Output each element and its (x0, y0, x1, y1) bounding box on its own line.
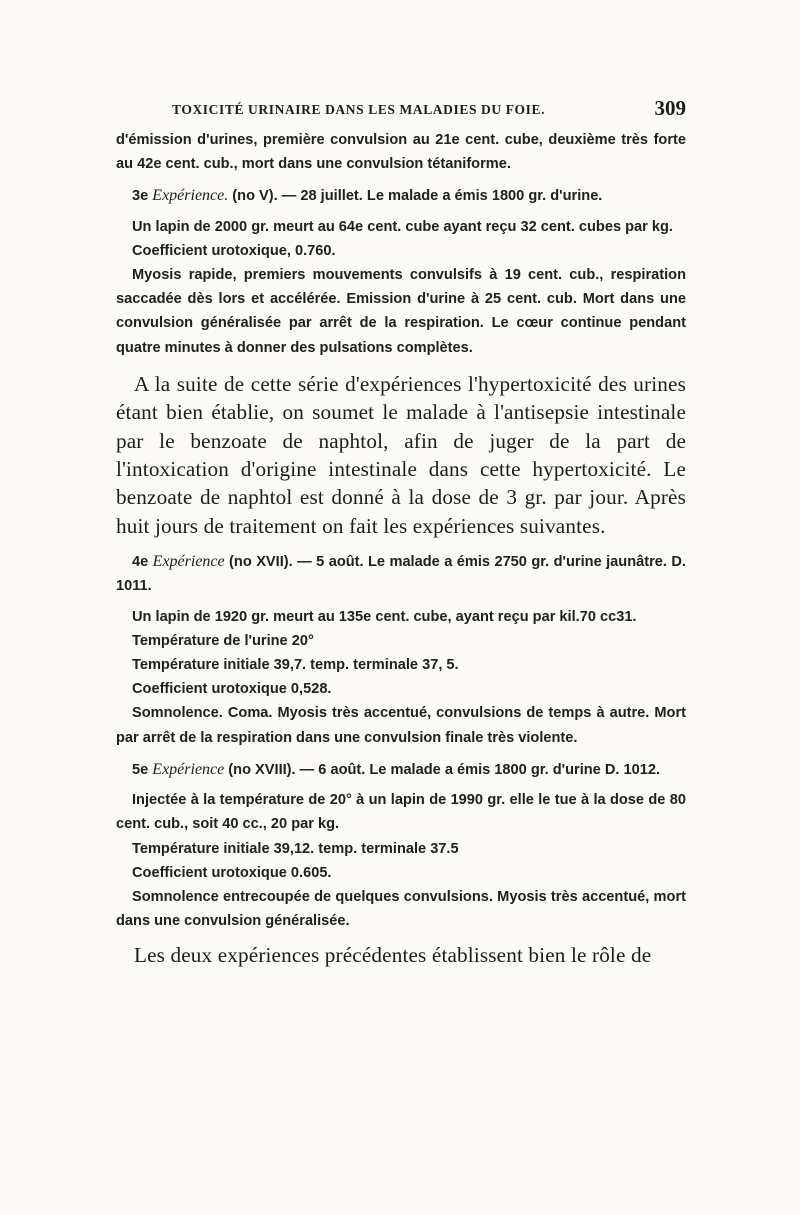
experiment-title: Expérience (152, 553, 225, 571)
experiment-details: (no XVII). — 5 août. Le malade a émis 2750 gr. d'urine jaunâtre. D. 1011. (116, 554, 686, 595)
paragraph-observations: Myosis rapide, premiers mouvements convulsifs à 19 cent. cub., respiration saccadée dès lors et accélérée. Emission d'urine à 25 cent. cub. Mort dans une convulsion généralisée par arrêt de la respiration. Le cœur continue pendant quatre minutes à donner des pulsations complètes. (116, 267, 686, 356)
experiment-details: (no V). — 28 juillet. Le malade a émis 1800 gr. d'urine. (228, 188, 603, 205)
experiment-number: 4e (132, 554, 153, 571)
experiment-details: (no XVIII). — 6 août. Le malade a émis 1800 gr. d'urine D. 1012. (224, 761, 661, 778)
paragraph-urine-temperature: Température de l'urine 20° (132, 632, 314, 649)
paragraph-temperatures: Température initiale 39,12. temp. terminale 37.5 (132, 840, 459, 857)
paragraph-injection: Injectée à la température de 20° à un lapin de 1990 gr. elle le tue à la dose de 80 cent. cub., soit 40 cc., 20 par kg. (116, 792, 686, 833)
paragraph-coefficient: Coefficient urotoxique 0,528. (132, 681, 332, 698)
running-title: TOXICITÉ URINAIRE DANS LES MALADIES DU FOIE. (172, 102, 546, 117)
paragraph-rabbit-dose: Un lapin de 1920 gr. meurt au 135e cent. cube, ayant reçu par kil.70 cc31. (132, 608, 637, 625)
experiment-title: Expérience. (152, 187, 229, 205)
page-number: 309 (654, 96, 686, 120)
experiment-number: 5e (132, 761, 153, 778)
experiment-4-heading (116, 550, 686, 598)
page-body (116, 128, 686, 970)
paragraph-main-text: A la suite de cette série d'expériences l'hypertoxicité des urines étant bien établie, on soumet le malade à l'antisepsie intestinale par le benzoate de naphtol, afin de juger de la part de l'intoxication d'origine intestinale dans cette hypertoxicité. Le benzoate de naphtol est donné à la dose de 3 gr. par jour. Après huit jours de traitement on fait les expériences suivantes. (116, 371, 686, 538)
experiment-3-heading (116, 184, 686, 208)
paragraph-continuation: d'émission d'urines, première convulsion au 21e cent. cube, deuxième très forte au 42e cent. cub., mort dans une convulsion tétaniforme. (116, 132, 686, 173)
paragraph-coefficient: Coefficient urotoxique, 0.760. (132, 242, 336, 259)
experiment-5-heading (116, 758, 686, 782)
paragraph-temperatures: Température initiale 39,7. temp. terminale 37, 5. (132, 657, 459, 674)
paragraph-conclusion: Les deux expériences précédentes établissent bien le rôle de (134, 943, 652, 968)
page-header (112, 98, 686, 128)
experiment-title: Expérience (152, 760, 225, 778)
paragraph-observations: Somnolence. Coma. Myosis très accentué, convulsions de temps à autre. Mort par arrêt de la respiration dans une convulsion finale très violente. (116, 705, 686, 746)
paragraph-coefficient: Coefficient urotoxique 0.605. (132, 864, 332, 881)
experiment-number: 3e (132, 188, 153, 205)
paragraph-observations: Somnolence entrecoupée de quelques convulsions. Myosis très accentué, mort dans une convulsion généralisée. (116, 888, 686, 930)
paragraph-rabbit-dose: Un lapin de 2000 gr. meurt au 64e cent. cube ayant reçu 32 cent. cubes par kg. (132, 218, 673, 235)
